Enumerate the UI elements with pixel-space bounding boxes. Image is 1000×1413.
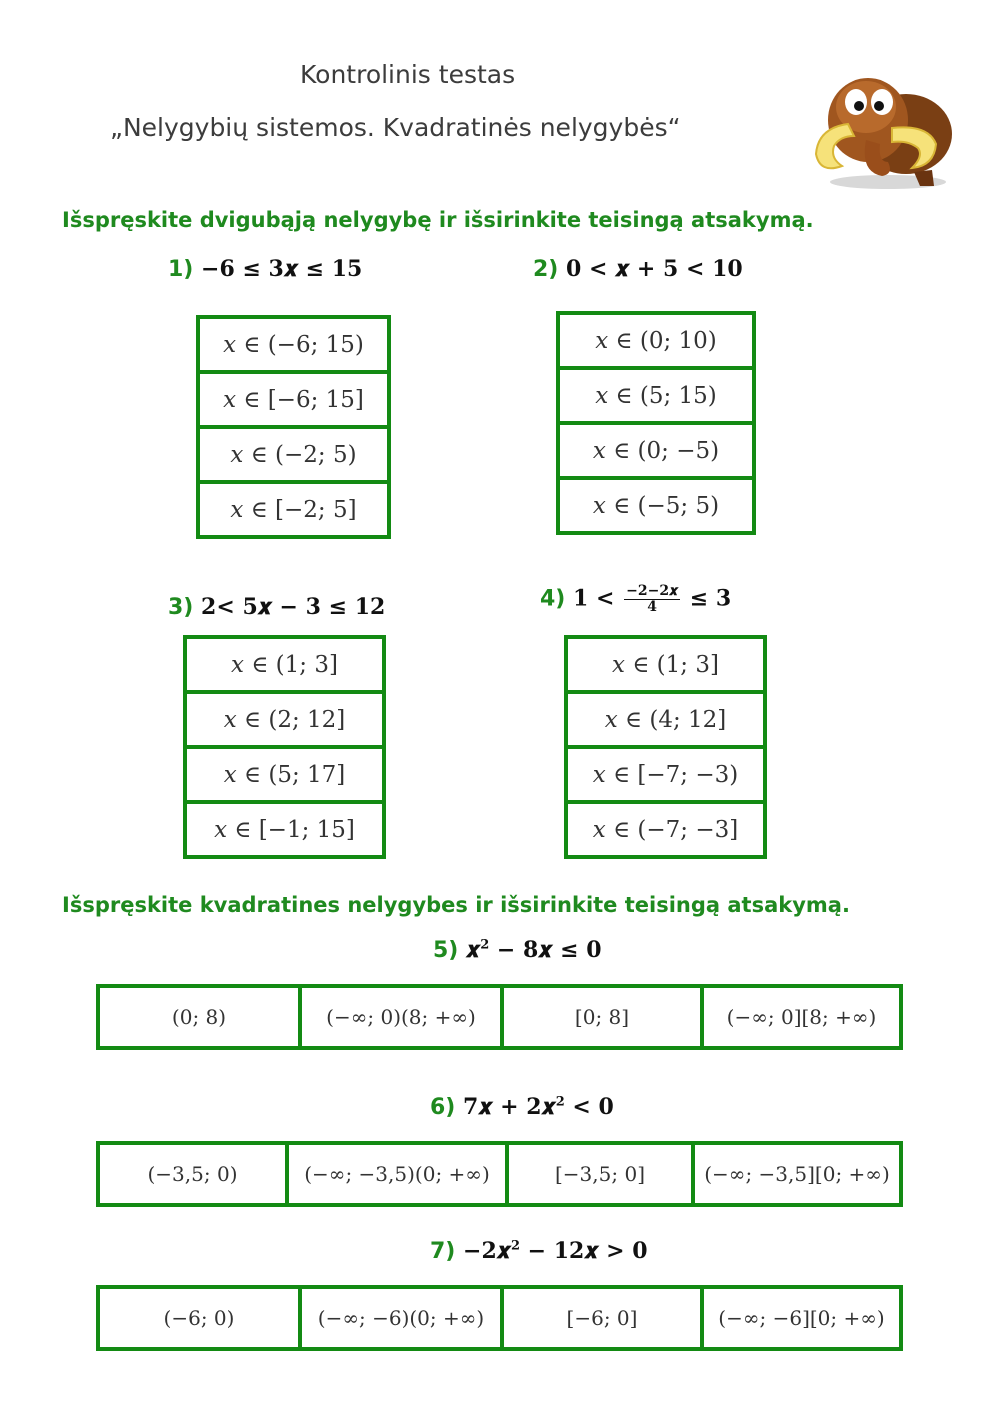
task-expression-right: ≤ 3 [689, 585, 732, 612]
task-expression: −6 ≤ 3𝒙 ≤ 15 [201, 256, 363, 282]
exponent: 2 [510, 1238, 520, 1254]
task-2-options [556, 311, 756, 535]
answer-option[interactable]: 𝑥 ∈ (2; 12] [187, 694, 382, 749]
answer-option[interactable]: [−3,5; 0] [509, 1145, 695, 1203]
exponent: 2 [555, 1094, 565, 1110]
answer-option[interactable]: 𝑥 ∈ (−2; 5) [200, 429, 387, 484]
task-expression-b: < 0 [564, 1094, 614, 1120]
answer-option[interactable]: 𝑥 ∈ (−5; 5) [592, 492, 720, 519]
answer-option[interactable]: (−3,5; 0) [100, 1145, 289, 1203]
answer-option[interactable]: (−∞; −6)(0; +∞) [302, 1289, 504, 1347]
task-number: 5) [433, 938, 459, 963]
task-7-options [96, 1285, 903, 1351]
task-3-options [183, 635, 386, 859]
page-subtitle: „Nelygybių sistemos. Kvadratinės nelygybės“ [110, 113, 681, 142]
answer-option[interactable]: (−6; 0) [100, 1289, 302, 1347]
task-expression: 2< 5𝒙 − 3 ≤ 12 [201, 594, 386, 620]
task-2-label [533, 256, 743, 282]
answer-option[interactable]: 𝑥 ∈ [−7; −3) [568, 749, 763, 804]
answer-option[interactable]: [0; 8] [504, 988, 704, 1046]
task-number: 1) [168, 257, 194, 282]
task-expression-b: − 8𝒙 ≤ 0 [489, 937, 602, 963]
answer-option[interactable]: 𝑥 ∈ (−7; −3] [592, 816, 739, 843]
task-7-label [430, 1238, 648, 1264]
answer-option[interactable]: 𝑥 ∈ (0; −5) [560, 425, 752, 480]
task-number: 4) [540, 586, 566, 612]
task-5-options [96, 984, 903, 1050]
task-expression-left: 1 < [573, 585, 615, 612]
answer-option[interactable]: (−∞; 0)(8; +∞) [302, 988, 504, 1046]
answer-option[interactable]: 𝑥 ∈ [−6; 15] [200, 374, 387, 429]
answer-option[interactable]: 𝑥 ∈ (0; 10) [560, 315, 752, 370]
mammoth-icon [808, 62, 958, 192]
task-1-label [168, 256, 362, 282]
exponent: 2 [480, 937, 490, 953]
answer-option[interactable]: 𝑥 ∈ [−1; 15] [214, 816, 355, 843]
answer-option[interactable]: (−∞; 0][8; +∞) [726, 1005, 877, 1029]
task-4-label [540, 584, 731, 615]
answer-option[interactable]: 𝑥 ∈ (4; 12] [568, 694, 763, 749]
answer-option[interactable]: 𝑥 ∈ [−2; 5] [230, 496, 357, 523]
task-expression-a: −2𝒙 [463, 1238, 511, 1264]
task-expression-a: 7𝒙 + 2𝒙 [463, 1094, 556, 1120]
section2-instruction: Išspręskite kvadratines nelygybes ir išsirinkite teisingą atsakymą. [62, 893, 850, 917]
task-expression-a: 𝒙 [466, 937, 481, 963]
task-expression-b: − 12𝒙 > 0 [519, 1238, 648, 1264]
task-4-options [564, 635, 767, 859]
answer-option[interactable]: (−∞; −6][0; +∞) [718, 1306, 885, 1330]
task-number: 2) [533, 257, 559, 282]
task-number: 7) [430, 1239, 456, 1264]
fraction-denominator: 4 [647, 599, 657, 615]
page-title: Kontrolinis testas [300, 60, 516, 89]
answer-option[interactable]: 𝑥 ∈ (1; 3] [568, 639, 763, 694]
fraction-numerator: −2−2𝒙 [626, 583, 679, 599]
answer-option[interactable]: 𝑥 ∈ (5; 15) [560, 370, 752, 425]
answer-option[interactable]: 𝑥 ∈ (−6; 15) [200, 319, 387, 374]
answer-option[interactable]: [−6; 0] [504, 1289, 704, 1347]
task-5-label [433, 937, 602, 963]
answer-option[interactable]: (−∞; −3,5)(0; +∞) [289, 1145, 509, 1203]
answer-option[interactable]: (0; 8) [100, 988, 302, 1046]
task-6-label [430, 1094, 614, 1120]
task-expression-fraction [624, 584, 680, 615]
task-expression: 0 < 𝒙 + 5 < 10 [566, 256, 743, 282]
task-number: 6) [430, 1095, 456, 1120]
answer-option[interactable]: (−∞; −3,5][0; +∞) [704, 1162, 890, 1186]
task-number: 3) [168, 595, 194, 620]
section1-instruction: Išspręskite dvigubąją nelygybę ir išsirinkite teisingą atsakymą. [62, 208, 814, 232]
answer-option[interactable]: 𝑥 ∈ (5; 17] [187, 749, 382, 804]
answer-option[interactable]: 𝑥 ∈ (1; 3] [187, 639, 382, 694]
task-3-label [168, 594, 385, 620]
task-1-options [196, 315, 391, 539]
task-6-options [96, 1141, 903, 1207]
